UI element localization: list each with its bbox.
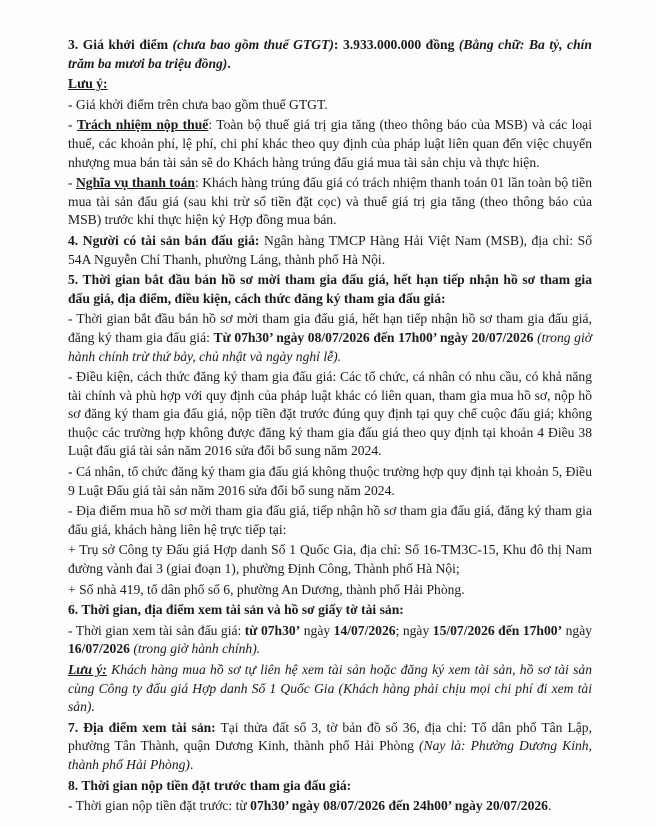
s5-paragraph-5: + Trụ sở Công ty Đấu giá Hợp danh Số 1 Quốc Gia, địa chỉ: Số 16-TM3C-15, Khu đô thị Nam đường vành đai 3 (giai đoạn 1), phường Định Công, Thành phố Hà Nội; xyxy=(68,542,592,577)
s8-text: - Thời gian nộp tiền đặt trước: từ xyxy=(68,798,251,814)
s6-office-hours-note: (trong giờ hành chính). xyxy=(129,641,261,657)
note-1: - Giá khởi điểm trên chưa bao gồm thuế GTGT. xyxy=(68,96,328,112)
s6-date-2: 15/07/2026 đến 17h00’ xyxy=(432,622,563,638)
tax-responsibility-text: : Toàn bộ thuế giá trị gia tăng (theo thông báo của MSB) và các loại thuế, các khoản phí, lệ phí, chi phí khác theo quy định của pháp luật liên quan đến việc chuyển nhượng mua bán tài sản sẽ do Khách hàng trúng đấu giá mua tài sản chịu và thực hiện. xyxy=(68,117,592,170)
s8-dates: 07h30’ ngày 08/07/2026 đến 24h00’ ngày 20/07/2026 xyxy=(250,798,548,814)
s5-p1-text: - Thời gian bắt đầu bán hồ sơ mời tham gia đấu giá, hết hạn tiếp nhận hồ sơ tham gia đấu giá, đăng ký tham gia đấu giá: xyxy=(68,311,592,345)
s5-paragraph-3: - Cá nhân, tổ chức đăng ký tham gia đấu giá không thuộc trường hợp quy định tại khoản 5, Điều 9 Luật Đấu giá tài sản năm 2016 sửa đổi bổ sung năm 2024. xyxy=(68,464,592,498)
s5-p1-note: (trong giờ hành chính trừ thứ bảy, chủ nhật và ngày nghỉ lễ). xyxy=(68,329,592,364)
s5-paragraph-6: + Số nhà 419, tổ dân phố số 6, phường An Dương, thành phố Hải Phòng. xyxy=(68,581,465,597)
s6-note-text: Khách hàng mua hồ sơ tự liên hệ xem tài sản hoặc đăng ký xem tài sản, hồ sơ tài sản cùng Công ty đấu giá Hợp danh Số 1 Quốc Gia (Khách hàng phải chịu mọi chi phí đi xem tài sản). xyxy=(68,662,592,715)
s7-text: Tại thửa đất số 3, tờ bản đồ số 36, địa chỉ: Tổ dân phố Tân Lập, phường Tân Thành, quận Dương Kinh, thành phố Hải Phòng xyxy=(68,719,593,754)
s5-paragraph-4: - Địa điểm mua hồ sơ mời tham gia đấu giá, tiếp nhận hồ sơ tham gia đấu giá, đăng ký tham gia đấu giá, khách hàng liên hệ trực tiếp tại: xyxy=(68,503,592,537)
s5-paragraph-1 xyxy=(68,310,592,366)
s3-tax-note: (chưa bao gồm thuế GTGT) xyxy=(172,37,334,52)
s3-price: : 3.933.000.000 đồng xyxy=(333,37,459,52)
s3-period: . xyxy=(227,55,231,71)
s7-label: 7. Địa điểm xem tài sản: xyxy=(68,719,216,735)
dash: - xyxy=(68,117,77,133)
section-5-heading: 5. Thời gian bắt đầu bán hồ sơ mời tham gia đấu giá, hết hạn tiếp nhận hồ sơ tham gia đấu giá, địa điểm, điều kiện, cách thức đăng ký tham gia đấu giá: xyxy=(68,272,592,306)
s6-text: - Thời gian xem tài sản đấu giá: xyxy=(68,622,245,638)
section-6-heading: 6. Thời gian, địa điểm xem tài sản và hồ sơ giấy tờ tài sản: xyxy=(68,602,404,618)
note-heading xyxy=(68,75,592,94)
s8-paragraph-1 xyxy=(68,797,592,816)
s3-number-label: 3. Giá khởi điểm xyxy=(68,37,173,52)
s8-period: . xyxy=(547,798,552,814)
s6-paragraph-1 xyxy=(68,622,592,659)
s6-date-1: 14/07/2026 xyxy=(333,622,396,638)
section-3-starting-price xyxy=(68,36,592,73)
s6-note xyxy=(68,661,592,717)
section-8-heading: 8. Thời gian nộp tiền đặt trước tham gia đấu giá: xyxy=(68,777,352,793)
s6-time-start: từ 07h30’ xyxy=(244,622,301,638)
s6-date-3: 16/07/2026 xyxy=(68,641,130,657)
s7-new-name: (Nay là: Phường Dương Kinh, thành phố Hải Phòng) xyxy=(68,738,592,772)
payment-obligation-label: Nghĩa vụ thanh toán xyxy=(75,175,195,191)
s4-text: Ngân hàng TMCP Hàng Hải Việt Nam (MSB), địa chỉ: Số 54A Nguyễn Chí Thanh, phường Láng, thành phố Hà Nội. xyxy=(68,232,593,267)
s5-paragraph-2: - Điều kiện, cách thức đăng ký tham gia đấu giá: Các tổ chức, cá nhân có nhu cầu, có khả năng tài chính và phù hợp với quy định của pháp luật khác có liên quan, tham gia mua hồ sơ, nộp hồ sơ đăng ký tham gia đấu giá, nộp tiền đặt trước đúng quy định tại quy chế cuộc đấu giá; không thuộc các trường hợp không được đăng ký tham gia đấu giá theo quy định tại khoản 4 Điều 38 Luật đấu giá tài sản năm 2016 sửa đổi bổ sung năm 2024. xyxy=(68,369,592,459)
note-3-payment-obligation xyxy=(68,174,592,230)
luu-y-label: Lưu ý: xyxy=(68,76,108,92)
tax-responsibility-label: Trách nhiệm nộp thuế xyxy=(76,117,209,133)
s3-price-in-words: (Bằng chữ: Ba tỷ, chín trăm ba mươi ba triệu đồng) xyxy=(68,37,592,71)
note-2-tax-responsibility xyxy=(68,116,592,172)
s6-text: ; ngày xyxy=(395,622,433,638)
s7-period: . xyxy=(189,756,194,772)
s5-p1-dates: Từ 07h30’ ngày 08/07/2026 đến 17h00’ ngày 20/07/2026 xyxy=(213,329,534,345)
section-4-asset-owner xyxy=(68,232,592,269)
s6-text: ngày xyxy=(562,622,593,638)
s6-text: ngày xyxy=(300,622,334,638)
payment-obligation-text: : Khách hàng trúng đấu giá có trách nhiệm thanh toán 01 lần toàn bộ tiền mua tài sản đấu giá (sau khi trừ số tiền đặt cọc) và thuế giá trị gia tăng (theo thông báo của MSB) trước khi thực hiện ký Hợp đồng mua bán. xyxy=(68,175,592,228)
dash: - xyxy=(68,175,76,191)
s4-label: 4. Người có tài sản bán đấu giá: xyxy=(68,232,260,248)
s6-note-label: Lưu ý: xyxy=(68,662,107,677)
section-7-viewing-location xyxy=(68,719,592,775)
